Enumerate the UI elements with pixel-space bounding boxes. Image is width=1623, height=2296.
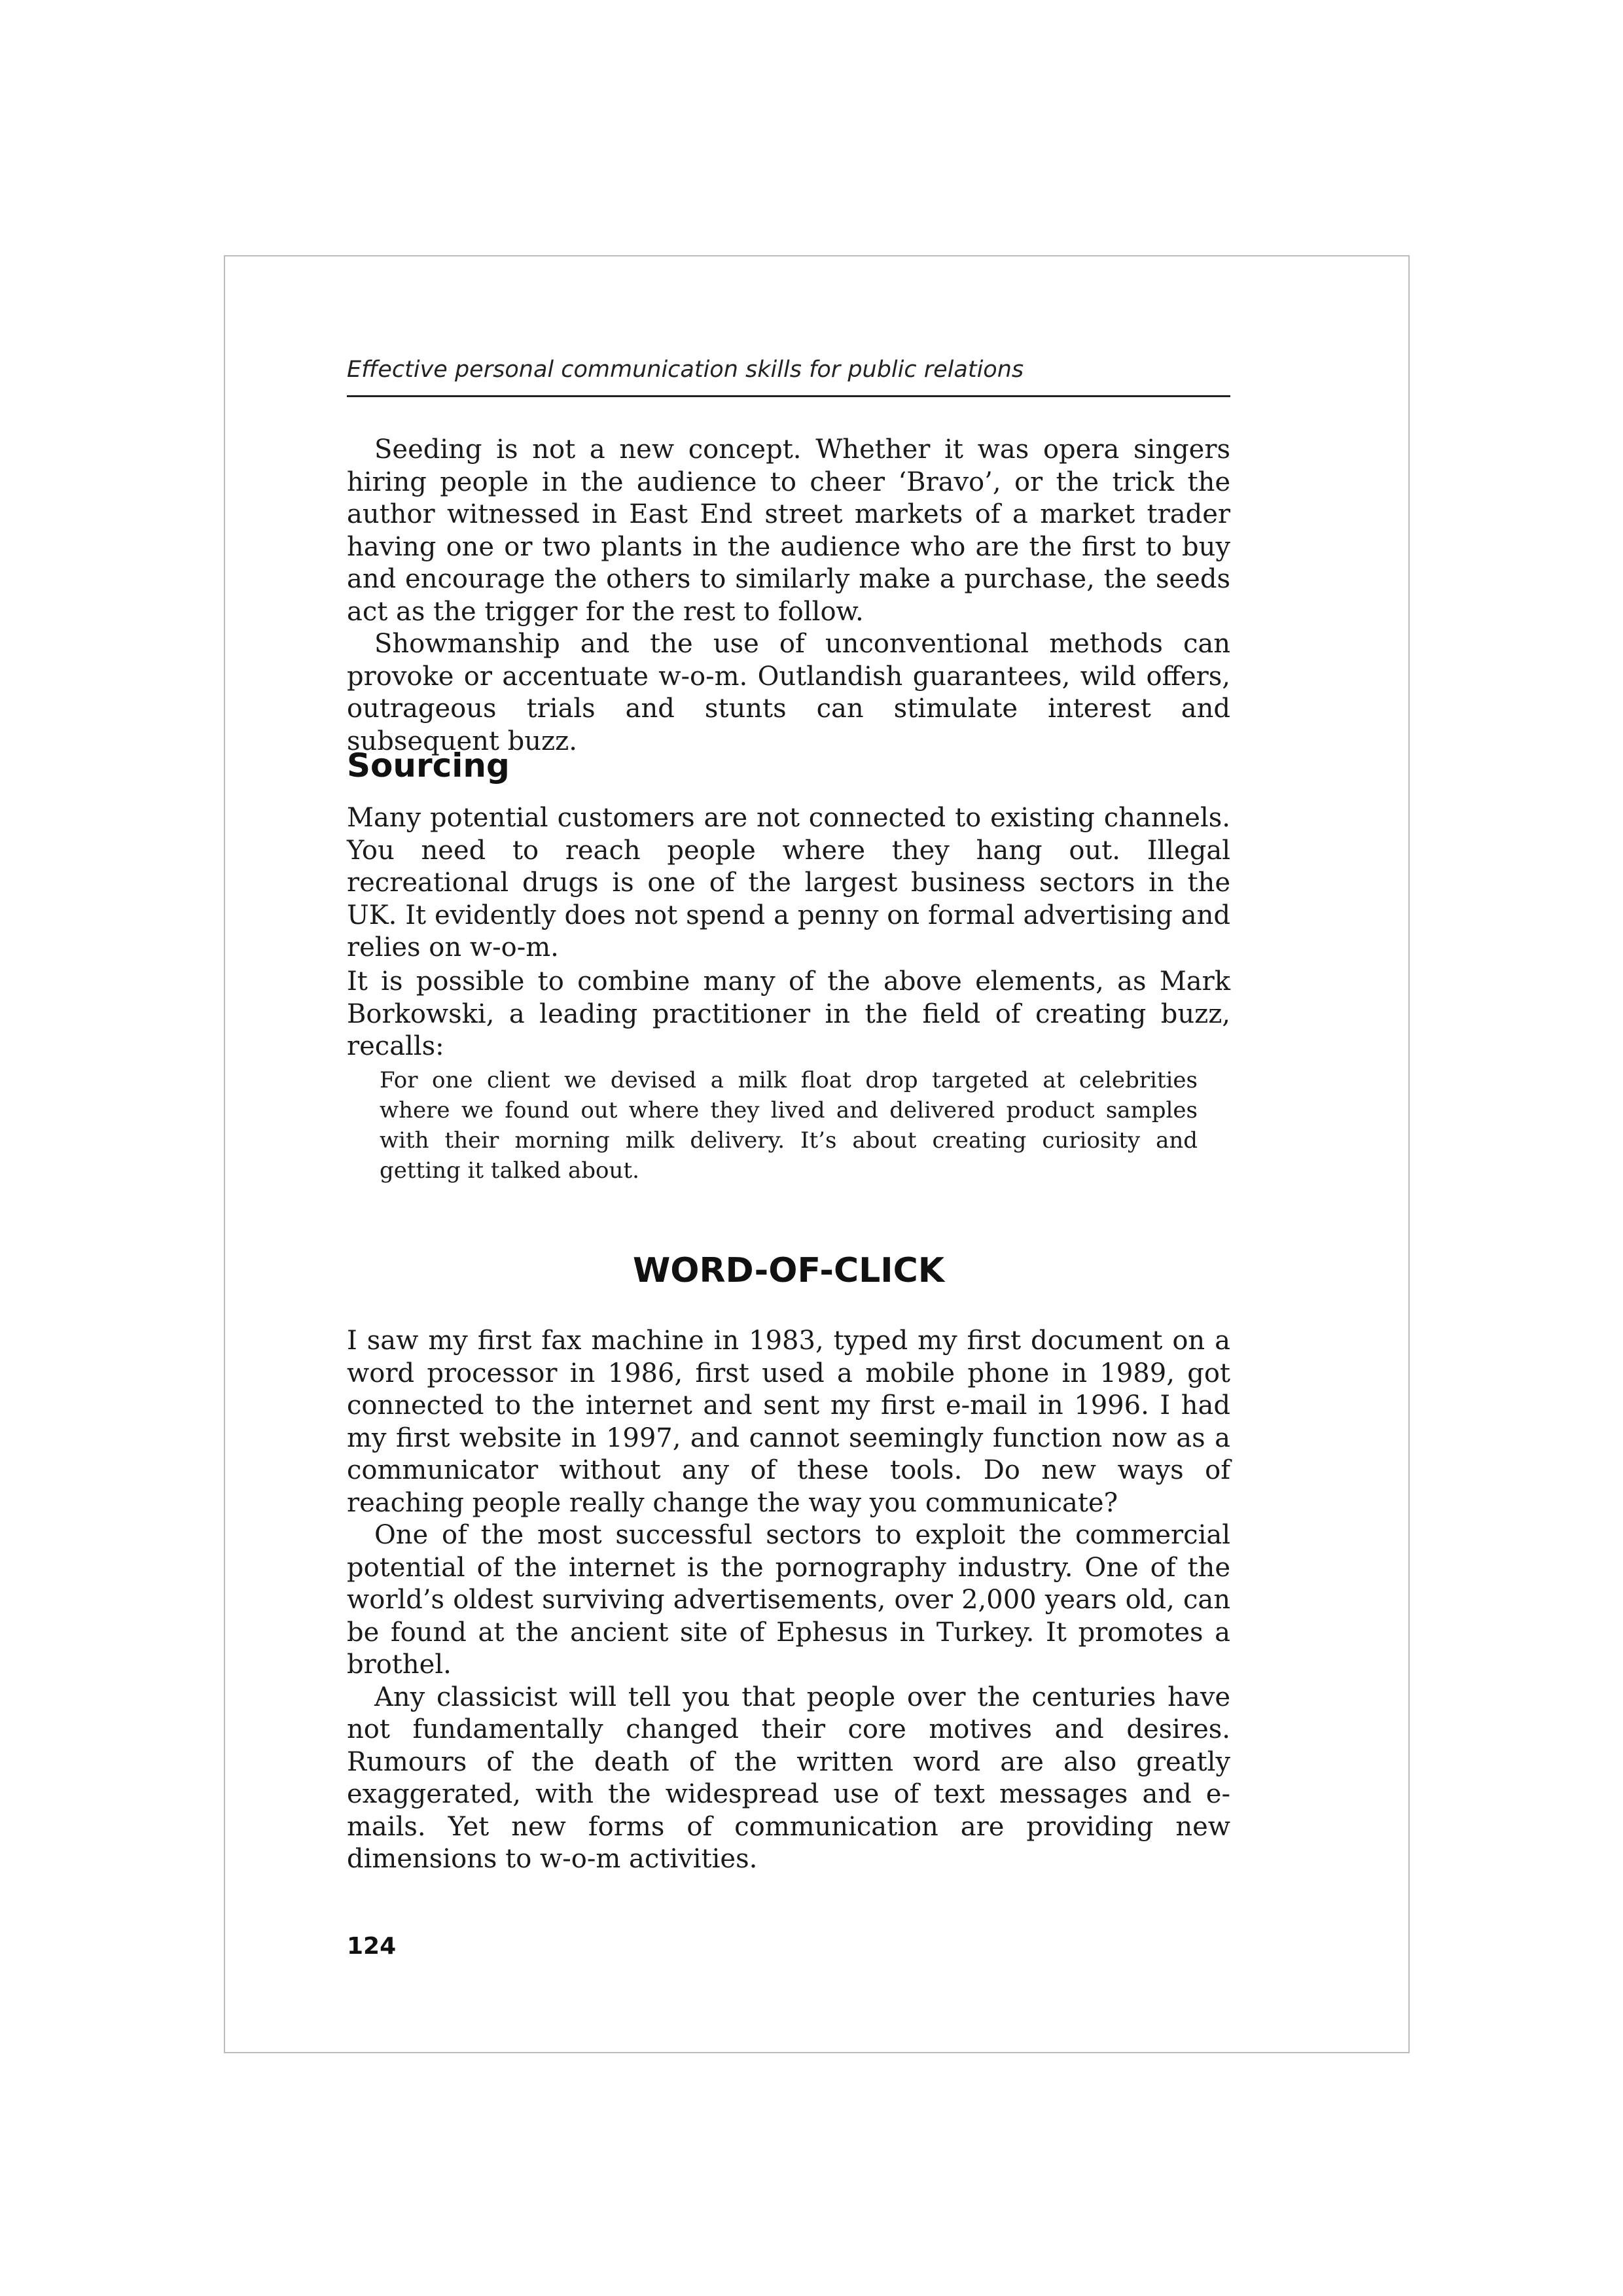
word-of-click-section xyxy=(347,1325,1230,1876)
block-quote: For one client we devised a milk float drop targeted at celebrities where we found out where they lived and delivered product samples with their morning milk delivery. It’s about creating curiosity and getting it talked about. xyxy=(380,1067,1198,1184)
sourcing-heading: Sourcing xyxy=(347,747,510,785)
word-of-click-paragraph-2: One of the most successful sectors to exploit the commercial potential of the internet is the pornography industry. One of the world’s oldest surviving advertisements, over 2,000 years old, can be found at the ancient site of Ephesus in Turkey. It promotes a brothel. xyxy=(347,1520,1230,1680)
page-number: 124 xyxy=(347,1933,397,1960)
sourcing-paragraph-1 xyxy=(347,802,1230,964)
sourcing-paragraph-2-text: It is possible to combine many of the above elements, as Mark Borkowski, a leading practitioner in the field of creating buzz, recalls: xyxy=(347,966,1230,1061)
running-head: Effective personal communication skills for public relations xyxy=(347,357,1024,383)
word-of-click-heading: WORD-OF-CLICK xyxy=(632,1251,945,1290)
intro-paragraph-1: Seeding is not a new concept. Whether it was opera singers hiring people in the audience to cheer ‘Bravo’, or the trick the author witnessed in East End street markets of a market trader having one or two plants in the audience who are the first to buy and encourage the others to similarly make a purchase, the seeds act as the trigger for the rest to follow. xyxy=(347,434,1230,627)
intro-paragraph-2: Showmanship and the use of unconventional methods can provoke or accentuate w-o-m. Outlandish guarantees, wild offers, outrageous trials and stunts can stimulate interest and subsequent buzz. xyxy=(347,629,1230,756)
word-of-click-paragraph-1: I saw my first fax machine in 1983, typed my first document on a word processor in 1986, first used a mobile phone in 1989, got connected to the internet and sent my first e-mail in 1996. I had my first website in 1997, and cannot seemingly function now as a communicator without any of these tools. Do new ways of reaching people really change the way you communicate? xyxy=(347,1326,1230,1518)
intro-section xyxy=(347,434,1230,758)
word-of-click-paragraph-3: Any classicist will tell you that people over the centuries have not fundamentally changed their core motives and desires. Rumours of the death of the written word are also greatly exaggerated, with the widespread use of text messages and e-mails. Yet new forms of communication are providing new dimensions to w-o-m activities. xyxy=(347,1682,1230,1874)
sourcing-paragraph-1-text: Many potential customers are not connected to existing channels. You need to reach people where they hang out. Illegal recreational drugs is one of the largest business sectors in the UK. It evidently does not spend a penny on formal advertising and relies on w-o-m. xyxy=(347,803,1230,963)
sourcing-paragraph-2 xyxy=(347,966,1230,1063)
header-rule xyxy=(347,395,1230,397)
